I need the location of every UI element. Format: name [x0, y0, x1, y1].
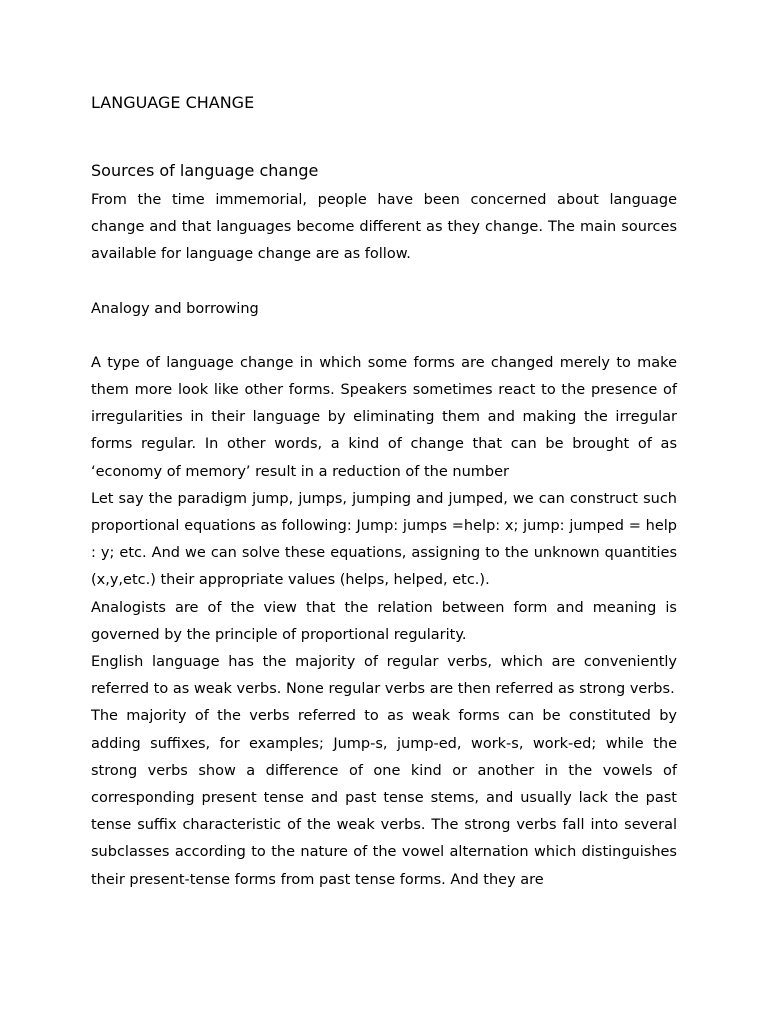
body-paragraph-1: A type of language change in which some forms are changed merely to make them more look like other forms. Speakers sometimes react to the presence of irregularities in their language by eliminating them and making the irregular forms regular. In other words, a kind of change that can be brought of as ‘economy of memory’ result in a reduction of the number [91, 354, 677, 480]
body-paragraph-3: Analogists are of the view that the relation between form and meaning is governed by the principle of proportional regularity. [91, 599, 677, 643]
intro-paragraph: From the time immemorial, people have been concerned about language change and that languages become different as they change. The main sources available for language change are as follow. [91, 192, 677, 263]
subheading: Analogy and borrowing [91, 300, 259, 317]
document-title: LANGUAGE CHANGE [91, 93, 255, 112]
section-heading: Sources of language change [91, 161, 319, 180]
body-paragraph-2: Let say the paradigm jump, jumps, jumping and jumped, we can construct such proportional equations as following: Jump: jumps =help: x; jump: jumped = help : y; etc. And we can solve these equations, assigning to the unknown quantities (x,y,etc.) their appropriate values (helps, helped, etc.). [91, 490, 677, 589]
document-body [91, 92, 677, 894]
body-paragraph-4: English language has the majority of regular verbs, which are conveniently referred to as weak verbs. None regular verbs are then referred as strong verbs. [91, 654, 677, 698]
body-paragraph-5: The majority of the verbs referred to as weak forms can be constituted by adding suffixes, for examples; Jump-s, jump-ed, work-s, work-ed; while the strong verbs show a difference of one kind or another in the vowels of corresponding present tense and past tense stems, and usually lack the past tense suffix characteristic of the weak verbs. The strong verbs fall into several subclasses according to the nature of the vowel alternation which distinguishes their present-tense forms from past tense forms. And they are [91, 708, 677, 888]
